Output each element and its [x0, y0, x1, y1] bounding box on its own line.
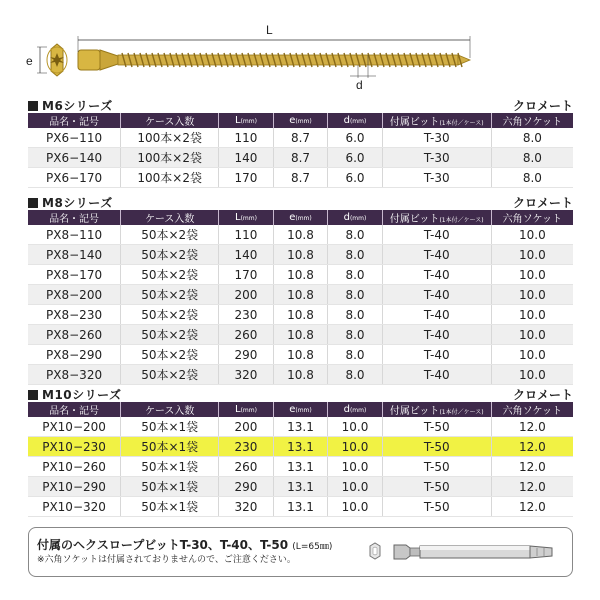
table-cell: 50本×2袋 — [121, 245, 219, 265]
column-unit: (1本付／ケース) — [439, 217, 484, 224]
table-cell: 100本×2袋 — [121, 168, 219, 188]
column-header — [28, 113, 121, 128]
table-row — [28, 417, 573, 437]
column-header — [491, 113, 573, 128]
column-unit: (mm) — [349, 407, 367, 414]
table-cell: 10.0 — [491, 345, 573, 365]
series-title — [28, 386, 122, 403]
table-cell: 8.0 — [328, 305, 383, 325]
table-cell: 10.0 — [491, 325, 573, 345]
table-cell: 8.0 — [491, 128, 573, 148]
table-cell: 10.0 — [491, 265, 573, 285]
table-row — [28, 265, 573, 285]
column-header-label: ケース入数 — [144, 214, 195, 225]
column-header-label: d — [343, 115, 350, 126]
column-header — [28, 210, 121, 225]
table-row — [28, 225, 573, 245]
table-cell: 8.0 — [491, 168, 573, 188]
screw-diagram — [0, 0, 600, 100]
series-title-text: M8シリーズ — [42, 196, 113, 210]
column-header — [121, 210, 219, 225]
table-row — [28, 325, 573, 345]
table-cell: PX6−170 — [28, 168, 121, 188]
column-unit: (mm) — [349, 215, 367, 222]
table-cell: 12.0 — [491, 417, 573, 437]
column-header-label: L — [235, 212, 241, 223]
table-cell: 50本×1袋 — [121, 497, 219, 517]
table-cell: 200 — [219, 417, 274, 437]
table-cell: T-50 — [382, 437, 491, 457]
series-m10 — [28, 386, 573, 517]
table-cell: T-30 — [382, 168, 491, 188]
series-finish: クロメート — [512, 99, 573, 113]
column-header-label: 品名・記号 — [49, 406, 100, 417]
table-cell: 10.8 — [273, 345, 328, 365]
table-cell: T-40 — [382, 265, 491, 285]
column-header — [219, 113, 274, 128]
column-header — [219, 210, 274, 225]
table-cell: PX8−230 — [28, 305, 121, 325]
table-cell: 50本×2袋 — [121, 285, 219, 305]
table-row — [28, 365, 573, 385]
table-cell: T-40 — [382, 345, 491, 365]
table-cell: 10.8 — [273, 225, 328, 245]
table-cell: T-40 — [382, 325, 491, 345]
table-cell: PX6−140 — [28, 148, 121, 168]
table-cell: 290 — [219, 345, 274, 365]
table-cell: 50本×2袋 — [121, 365, 219, 385]
table-cell: 10.0 — [328, 417, 383, 437]
column-header — [328, 210, 383, 225]
table-header-row — [28, 210, 573, 225]
table-cell: 10.8 — [273, 265, 328, 285]
table-cell: PX6−110 — [28, 128, 121, 148]
table-cell: T-50 — [382, 477, 491, 497]
bit-info-box — [28, 527, 573, 577]
column-header-label: ケース入数 — [144, 406, 195, 417]
table-cell: 140 — [219, 245, 274, 265]
table-cell: 50本×2袋 — [121, 345, 219, 365]
table-cell: 10.8 — [273, 285, 328, 305]
column-unit: (mm) — [295, 215, 312, 222]
table-cell: 100本×2袋 — [121, 128, 219, 148]
table-cell: PX10−230 — [28, 437, 121, 457]
table-cell: PX8−110 — [28, 225, 121, 245]
table-cell: T-50 — [382, 497, 491, 517]
table-cell: PX8−200 — [28, 285, 121, 305]
table-cell: 50本×1袋 — [121, 477, 219, 497]
series-title — [28, 194, 113, 211]
table-row — [28, 497, 573, 517]
table-cell: 10.0 — [328, 437, 383, 457]
table-row — [28, 305, 573, 325]
label-L: L — [266, 23, 273, 37]
table-cell: 50本×2袋 — [121, 325, 219, 345]
table-cell: 10.0 — [491, 225, 573, 245]
table-cell: 8.0 — [328, 265, 383, 285]
table-cell: 12.0 — [491, 437, 573, 457]
table-row — [28, 457, 573, 477]
series-finish: クロメート — [512, 388, 573, 402]
table-header-row — [28, 113, 573, 128]
column-header-label: e — [289, 212, 296, 223]
column-header — [382, 402, 491, 417]
screw-head-end-view — [47, 44, 67, 76]
column-header-label: 品名・記号 — [49, 214, 100, 225]
table-cell: 13.1 — [273, 417, 328, 437]
table-cell: 13.1 — [273, 457, 328, 477]
table-row — [28, 245, 573, 265]
bit-note: ※六角ソケットは付属されておりませんので、ご注意ください。 — [37, 555, 296, 565]
series-m6 — [28, 97, 573, 188]
table-cell: PX8−320 — [28, 365, 121, 385]
series-title-text: M6シリーズ — [42, 99, 113, 113]
column-header — [273, 210, 328, 225]
table-cell: 290 — [219, 477, 274, 497]
column-unit: (1本付／ケース) — [439, 409, 484, 416]
table-row — [28, 345, 573, 365]
table-header-row — [28, 402, 573, 417]
column-header — [219, 402, 274, 417]
column-header — [273, 402, 328, 417]
table-cell: 10.0 — [328, 477, 383, 497]
table-cell: 50本×1袋 — [121, 437, 219, 457]
table-cell: 13.1 — [273, 497, 328, 517]
table-cell: 10.8 — [273, 365, 328, 385]
table-cell: 50本×1袋 — [121, 457, 219, 477]
table-cell: 50本×2袋 — [121, 225, 219, 245]
column-header-label: L — [235, 404, 241, 415]
series-title — [28, 97, 113, 114]
table-cell: 12.0 — [491, 477, 573, 497]
table-cell: 110 — [219, 225, 274, 245]
table-row — [28, 285, 573, 305]
table-cell: 200 — [219, 285, 274, 305]
column-header — [491, 210, 573, 225]
table-cell: T-40 — [382, 365, 491, 385]
screw-image — [78, 50, 470, 70]
table-row — [28, 477, 573, 497]
spec-table — [28, 113, 573, 188]
column-header — [28, 402, 121, 417]
table-cell: 8.7 — [273, 128, 328, 148]
table-cell: 10.0 — [328, 497, 383, 517]
table-cell: T-30 — [382, 148, 491, 168]
table-row — [28, 128, 573, 148]
table-cell: 10.0 — [491, 365, 573, 385]
table-cell: 6.0 — [328, 168, 383, 188]
table-cell: PX8−170 — [28, 265, 121, 285]
table-cell: 10.8 — [273, 305, 328, 325]
column-header — [328, 402, 383, 417]
column-header-label: 品名・記号 — [49, 117, 100, 128]
hex-bit-image — [362, 534, 562, 570]
column-header — [121, 402, 219, 417]
table-cell: T-40 — [382, 245, 491, 265]
table-cell: T-40 — [382, 225, 491, 245]
column-header-label: 付属ビット — [389, 117, 440, 128]
label-e: e — [26, 54, 33, 68]
table-cell: 230 — [219, 437, 274, 457]
table-cell: 140 — [219, 148, 274, 168]
column-header-label: 付属ビット — [389, 214, 440, 225]
table-cell: 6.0 — [328, 148, 383, 168]
table-cell: T-50 — [382, 457, 491, 477]
table-row — [28, 148, 573, 168]
spec-table — [28, 402, 573, 517]
table-cell: 10.8 — [273, 325, 328, 345]
table-cell: 8.0 — [328, 365, 383, 385]
table-cell: 8.0 — [328, 225, 383, 245]
table-cell: T-40 — [382, 285, 491, 305]
column-header-label: L — [235, 115, 241, 126]
column-unit: (mm) — [295, 118, 312, 125]
column-unit: (1本付／ケース) — [439, 120, 484, 127]
table-cell: 8.7 — [273, 168, 328, 188]
table-cell: 13.1 — [273, 437, 328, 457]
column-unit: (mm) — [240, 118, 257, 125]
column-header-label: ケース入数 — [144, 117, 195, 128]
table-cell: 8.0 — [328, 325, 383, 345]
table-cell: 260 — [219, 457, 274, 477]
table-cell: 320 — [219, 365, 274, 385]
column-unit: (mm) — [240, 215, 257, 222]
table-cell: PX10−320 — [28, 497, 121, 517]
column-header — [121, 113, 219, 128]
bit-title-text: 付属のヘクスロープビットT-30、T-40、T-50 — [37, 538, 289, 552]
label-d: d — [356, 78, 363, 92]
series-finish: クロメート — [512, 196, 573, 210]
table-cell: 50本×1袋 — [121, 417, 219, 437]
table-cell: 13.1 — [273, 477, 328, 497]
column-header — [328, 113, 383, 128]
table-cell: 6.0 — [328, 128, 383, 148]
table-cell: 170 — [219, 168, 274, 188]
table-row — [28, 437, 573, 457]
table-cell: 260 — [219, 325, 274, 345]
table-cell: 320 — [219, 497, 274, 517]
table-cell: 110 — [219, 128, 274, 148]
series-m8 — [28, 194, 573, 385]
column-unit: (mm) — [349, 118, 367, 125]
bit-title — [37, 536, 332, 553]
table-cell: PX10−200 — [28, 417, 121, 437]
column-header-label: d — [343, 212, 350, 223]
table-cell: PX8−260 — [28, 325, 121, 345]
table-cell: 100本×2袋 — [121, 148, 219, 168]
table-cell: 50本×2袋 — [121, 305, 219, 325]
column-header — [273, 113, 328, 128]
column-header-label: d — [343, 404, 350, 415]
table-cell: 170 — [219, 265, 274, 285]
table-cell: T-50 — [382, 417, 491, 437]
column-header-label: 付属ビット — [389, 406, 440, 417]
table-cell: 12.0 — [491, 457, 573, 477]
table-cell: PX10−260 — [28, 457, 121, 477]
table-cell: 8.7 — [273, 148, 328, 168]
column-header-label: 六角ソケット — [502, 117, 563, 128]
spec-table — [28, 210, 573, 385]
column-header — [382, 210, 491, 225]
table-cell: 8.0 — [328, 345, 383, 365]
column-unit: (mm) — [295, 407, 312, 414]
column-header — [382, 113, 491, 128]
table-cell: 8.0 — [491, 148, 573, 168]
table-cell: 50本×2袋 — [121, 265, 219, 285]
table-cell: 10.0 — [491, 285, 573, 305]
table-cell: 12.0 — [491, 497, 573, 517]
column-unit: (mm) — [240, 407, 257, 414]
table-cell: 10.8 — [273, 245, 328, 265]
table-row — [28, 168, 573, 188]
column-header-label: e — [289, 115, 296, 126]
table-cell: 10.0 — [491, 305, 573, 325]
table-cell: 230 — [219, 305, 274, 325]
table-cell: 8.0 — [328, 245, 383, 265]
table-cell: 10.0 — [491, 245, 573, 265]
column-header-label: e — [289, 404, 296, 415]
table-cell: 10.0 — [328, 457, 383, 477]
table-cell: PX8−290 — [28, 345, 121, 365]
table-cell: PX10−290 — [28, 477, 121, 497]
table-cell: PX8−140 — [28, 245, 121, 265]
column-header — [491, 402, 573, 417]
column-header-label: 六角ソケット — [502, 406, 563, 417]
table-cell: T-40 — [382, 305, 491, 325]
column-header-label: 六角ソケット — [502, 214, 563, 225]
table-cell: 8.0 — [328, 285, 383, 305]
table-cell: T-30 — [382, 128, 491, 148]
bit-length: (L=65㎜) — [292, 542, 333, 552]
series-title-text: M10シリーズ — [42, 388, 122, 402]
